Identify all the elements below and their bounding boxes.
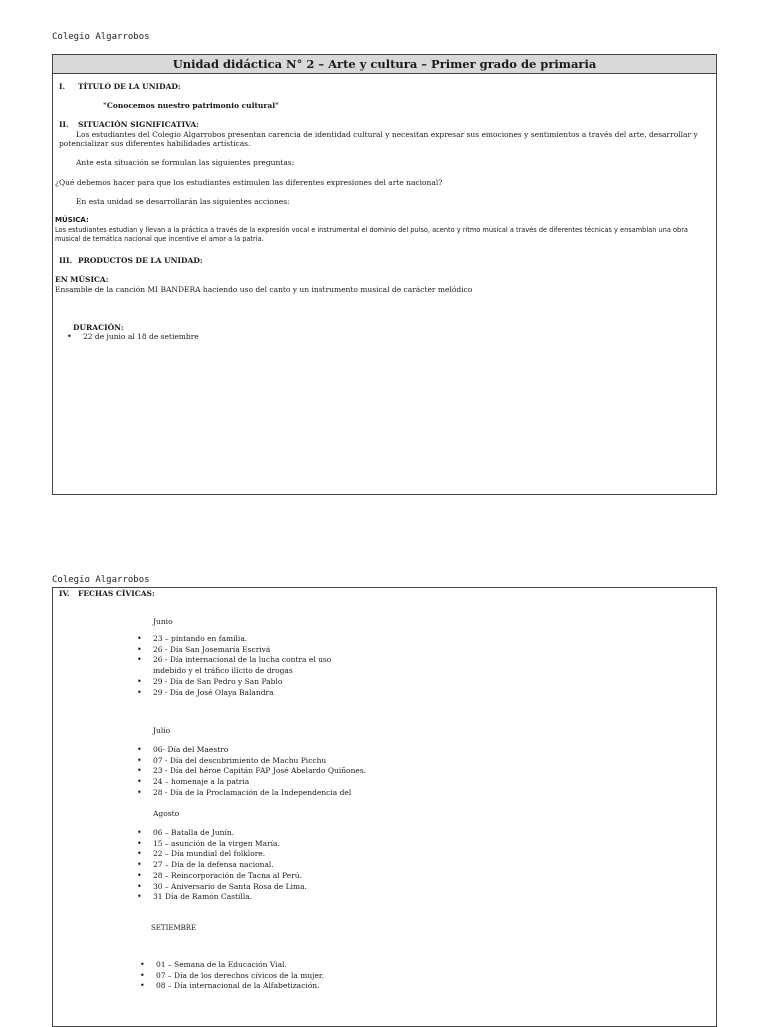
month-junio: Junio — [153, 617, 173, 626]
section-iii-number: III. — [59, 256, 73, 265]
list-item: • 27 – Día de la defensa nacional. — [137, 860, 457, 871]
month-julio: Julio — [153, 726, 171, 735]
duracion-label: DURACIÓN: — [73, 323, 124, 332]
list-item: • 29 - Día de San Pedro y San Pablo — [137, 677, 357, 688]
section-iv-number: IV. — [59, 589, 70, 598]
unit-title-bar: Unidad didáctica N° 2 – Arte y cultura – Primer grado de primaria — [53, 55, 716, 74]
question-text: ¿Qué debemos hacer para que los estudiantes estimulen las diferentes expresiones del arte nacional? — [55, 178, 443, 187]
list-item: • 26 - Día San Josemaría Escrivá — [137, 645, 357, 656]
section-iv-heading: FECHAS CÍVICAS: — [78, 589, 155, 598]
section-ii-number: II. — [59, 120, 69, 129]
musica-label: MÚSICA: — [55, 216, 89, 224]
list-item: • 22 de junio al 18 de setiembre — [67, 332, 199, 343]
setiembre-list — [140, 960, 460, 992]
list-item: • 31 Día de Ramón Castilla. — [137, 892, 457, 903]
civic-dates-page — [52, 587, 717, 1027]
month-setiembre: SETIEMBRE — [151, 924, 197, 932]
list-item: • 06 – Batalla de Junín. — [137, 828, 457, 839]
unit-title-text: "Conocemos nuestro patrimonio cultural" — [103, 101, 279, 110]
en-musica-label: EN MÚSICA: — [55, 275, 109, 284]
school-header-2: Colegio Algarrobos — [52, 575, 150, 585]
section-i-number: I. — [59, 82, 66, 91]
list-item: • 15 – asunción de la virgen María. — [137, 839, 457, 850]
list-item: • 23 – pintando en familia. — [137, 634, 357, 645]
school-header: Colegio Algarrobos — [52, 32, 150, 42]
list-item: • 22 – Día mundial del folklore. — [137, 849, 457, 860]
list-item: • 26 - Día internacional de la lucha contra el uso indebido y el tráfico ilícito de drogas — [137, 655, 357, 676]
unit-page — [52, 54, 717, 495]
julio-list — [137, 745, 457, 799]
list-item: • 08 – Día internacional de la Alfabetización. — [140, 981, 460, 992]
list-item: • 07 - Día del descubrimiento de Machu Picchu — [137, 756, 457, 767]
section-ii-heading: SITUACIÓN SIGNIFICATIVA: — [78, 120, 199, 129]
list-item: • 06- Día del Maestro — [137, 745, 457, 756]
junio-list — [137, 634, 357, 698]
situation-paragraph: Los estudiantes del Colegio Algarrobos presentan carencia de identidad cultural y necesitan expresar sus emociones y sentimientos a través del arte, desarrollar y potencializar sus diferentes habilidades artísticas. — [59, 130, 698, 148]
list-item: • 28 – Reincorporación de Tacna al Perú. — [137, 871, 457, 882]
actions-intro: En esta unidad se desarrollarán las siguientes acciones: — [76, 197, 290, 206]
questions-intro: Ante esta situación se formulan las siguientes preguntas: — [76, 158, 295, 167]
agosto-list — [137, 828, 457, 903]
section-iii-heading: PRODUCTOS DE LA UNIDAD: — [78, 256, 203, 265]
section-i-heading: TÍTULO DE LA UNIDAD: — [78, 82, 181, 91]
list-item: • 30 – Aniversario de Santa Rosa de Lima. — [137, 882, 457, 893]
list-item: • 07 – Día de los derechos cívicos de la mujer. — [140, 971, 460, 982]
duracion-list — [67, 332, 199, 343]
list-item: • 01 – Semana de la Educación Vial. — [140, 960, 460, 971]
month-agosto: Agosto — [153, 809, 180, 818]
list-item: • 29 - Día de José Olaya Balandra — [137, 688, 357, 699]
en-musica-text: Ensamble de la canción MI BANDERA haciendo uso del canto y un instrumento musical de carácter melódico — [55, 285, 473, 294]
musica-text: Los estudiantes estudian y llevan a la práctica a través de la expresión vocal e instrumental el dominio del pulso, acento y ritmo musical a través de diferentes técnicas y ensamblan una obra musical de temática nacional que incentive el amor a la patria. — [55, 226, 688, 243]
list-item: • 23 - Día del héroe Capitán FAP José Abelardo Quiñones. — [137, 766, 457, 777]
list-item: • 28 - Día de la Proclamación de la Independencia del — [137, 788, 457, 799]
list-item: • 24 – homenaje a la patria — [137, 777, 457, 788]
